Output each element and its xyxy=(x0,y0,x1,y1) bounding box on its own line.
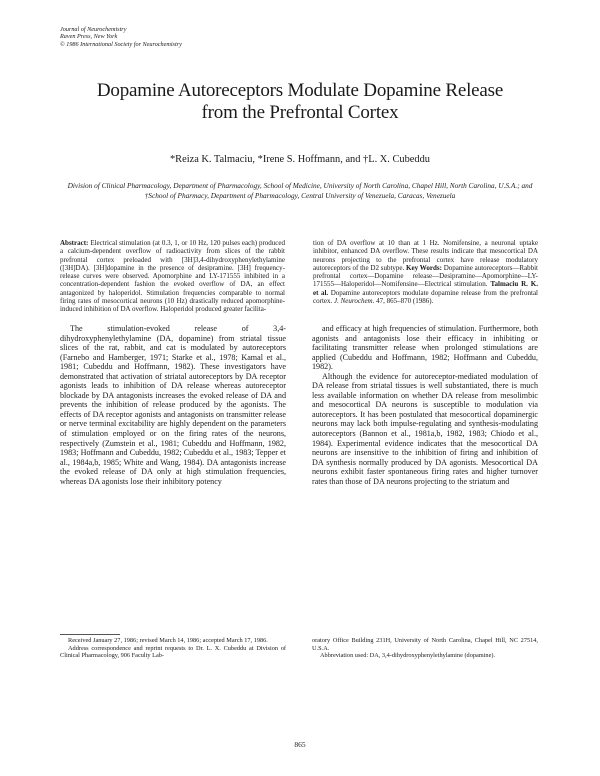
body-paragraph: and efficacy at high frequencies of stimulation. Furthermore, both agonists and antagonists lose their efficacy in inhibiting or facilitating transmitter release when prolonged stimulations are applied (Cubeddu and Hoffmann, 1982; Hoffmann and Cubeddu, 1982). xyxy=(312,324,538,372)
affiliation: Division of Clinical Pharmacology, Department of Pharmacology, School of Medicine, University of North Carolina, Chapel Hill, North Carolina, U.S.A.; and †School of Pharmacy, Department of Pharmacology, Central University of Venezuela, Caracas, Venezuela xyxy=(67,181,533,200)
footnote-received: Received January 27, 1986; revised March 14, 1986; accepted March 17, 1986. xyxy=(68,637,268,644)
footnote-abbreviation: Abbreviation used: DA, 3,4-dihydroxyphenylethylamine (dopamine). xyxy=(320,652,496,660)
body-paragraph: Although the evidence for autoreceptor-mediated modulation of DA release from striatal tissues is well substantiated, there is much less available information on whether DA release from mesolimbic and mesocortical DA neurons is susceptible to modulation via autoreceptors. It has been postulated that mesocortical dopaminergic neurons may lack both impulse-regulating and synthesis-modulating autoreceptors (Bannon et al., 1981a,b, 1982, 1983; Chiodo et al., 1984). Experimental evidence indicates that the mesocortical DA neurons are insensitive to the inhibition of firing and inhibition of DA synthesis normally produced by DA agonists. Mesocortical DA neurons exhibit faster spontaneous firing rates and higher turnover rates than those of DA neurons projecting to the striatum and xyxy=(312,371,538,486)
title-line-1: Dopamine Autoreceptors Modulate Dopamine Release xyxy=(96,80,504,101)
abstract-left xyxy=(60,239,285,314)
page-number: 865 xyxy=(294,740,306,749)
abstract-label: Abstract: xyxy=(60,239,89,247)
author-list: *Reiza K. Talmaciu, *Irene S. Hoffmann, and †L. X. Cubeddu xyxy=(169,154,431,165)
journal-name: Journal of Neurochemistry xyxy=(60,26,127,33)
keywords-label: Key Words: xyxy=(406,263,442,272)
body-column-left xyxy=(60,324,286,486)
title-line-2: from the Prefrontal Cortex xyxy=(201,102,399,123)
keywords-text: Dopamine autoreceptors—Rabbit prefrontal cortex—Dopamine release—Desipramine—Apomorphine—LY-171555—Haloperidol—Nomifensine—Electrical stimulation. xyxy=(313,263,539,289)
journal-copyright: © 1986 International Society for Neurochemistry xyxy=(60,40,182,48)
footnotes-left xyxy=(60,637,286,660)
citation-authors: Talmaciu R. K. et al. xyxy=(313,280,539,297)
journal-publisher: Raven Press, New York xyxy=(60,33,118,41)
citation-title: Dopamine autoreceptors modulate dopamine release from the prefrontal cortex. xyxy=(313,288,539,306)
page-title xyxy=(0,80,600,124)
footnote-address: Address correspondence and reprint requests to Dr. L. X. Cubeddu at Division of Clinical Pharmacology, 906 Faculty Lab- xyxy=(60,644,286,660)
footnote-divider xyxy=(60,634,120,635)
abstract-right xyxy=(313,239,538,305)
journal-header xyxy=(60,26,182,48)
footnote-address-cont: oratory Office Building 231H, University of North Carolina, Chapel Hill, NC 27514, U.S.A. xyxy=(312,637,538,652)
citation-ref: 47, 865–870 (1986). xyxy=(376,297,434,306)
body-column-right xyxy=(312,324,538,486)
citation-journal: J. Neurochem. xyxy=(334,297,375,306)
abstract-text-right: tion of DA overflow at 10 than at 1 Hz. Nomifensine, a neuronal uptake inhibitor, enhanced DA overflow. These results indicate that mesocortical DA neurons projecting to the prefrontal cortex have release modulatory autoreceptors of the D2 subtype. xyxy=(313,239,538,272)
body-paragraph: The stimulation-evoked release of 3,4-dihydroxyphenylethylamine (DA, dopamine) from striatal tissue slices of the rat, rabbit, and cat is modulated by autoreceptors (Farnebo and Hamberger, 1971; Starke et al., 1978; Kamal et al., 1981; Cubeddu and Hoffmann, 1982). These investigators have demonstrated that activation of striatal autoreceptors by DA receptor agonists leads to inhibition of DA release whereas autoreceptor blockade by DA antagonists increases the evoked release of DA and prevents the inhibition of release produced by the agonists. The effects of DA receptor agonists and antagonists on transmitter release or nerve terminal excitability are highly dependent on the parameters of stimulation employed or on the firing rates of the neurons, respectively (Zumstein et al., 1981; Cubeddu and Hoffmann, 1982, 1983; Hoffmann and Cubeddu, 1982; Cubeddu et al., 1983; Tepper et al., 1984a,b, 1985; White and Wang, 1984). DA antagonists increase the evoked release of DA only at high stimulation frequencies, whereas DA agonists lose their inhibitory potency xyxy=(60,324,286,486)
abstract-text-left: Electrical stimulation (at 0.3, 1, or 10 Hz, 120 pulses each) produced a calcium-dependent overflow of radioactivity from slices of the rabbit prefrontal cortex preloaded with [3H]3,4-dihydroxyphenylethylamine ([3H]DA). [3H]dopamine in the presence of desipramine. [3H] frequency-release curves were observed. Apomorphine and LY-171555 inhibited in a concentration-dependent fashion the evoked overflow of DA, an effect antagonized by haloperidol. Stimulation frequencies comparable to normal firing rates of mesocortical neurons (10 Hz) drastically reduced apomorphine-induced inhibition of DA overflow. Haloperidol produced greater facilita- xyxy=(60,239,285,314)
footnotes-right xyxy=(312,637,538,660)
